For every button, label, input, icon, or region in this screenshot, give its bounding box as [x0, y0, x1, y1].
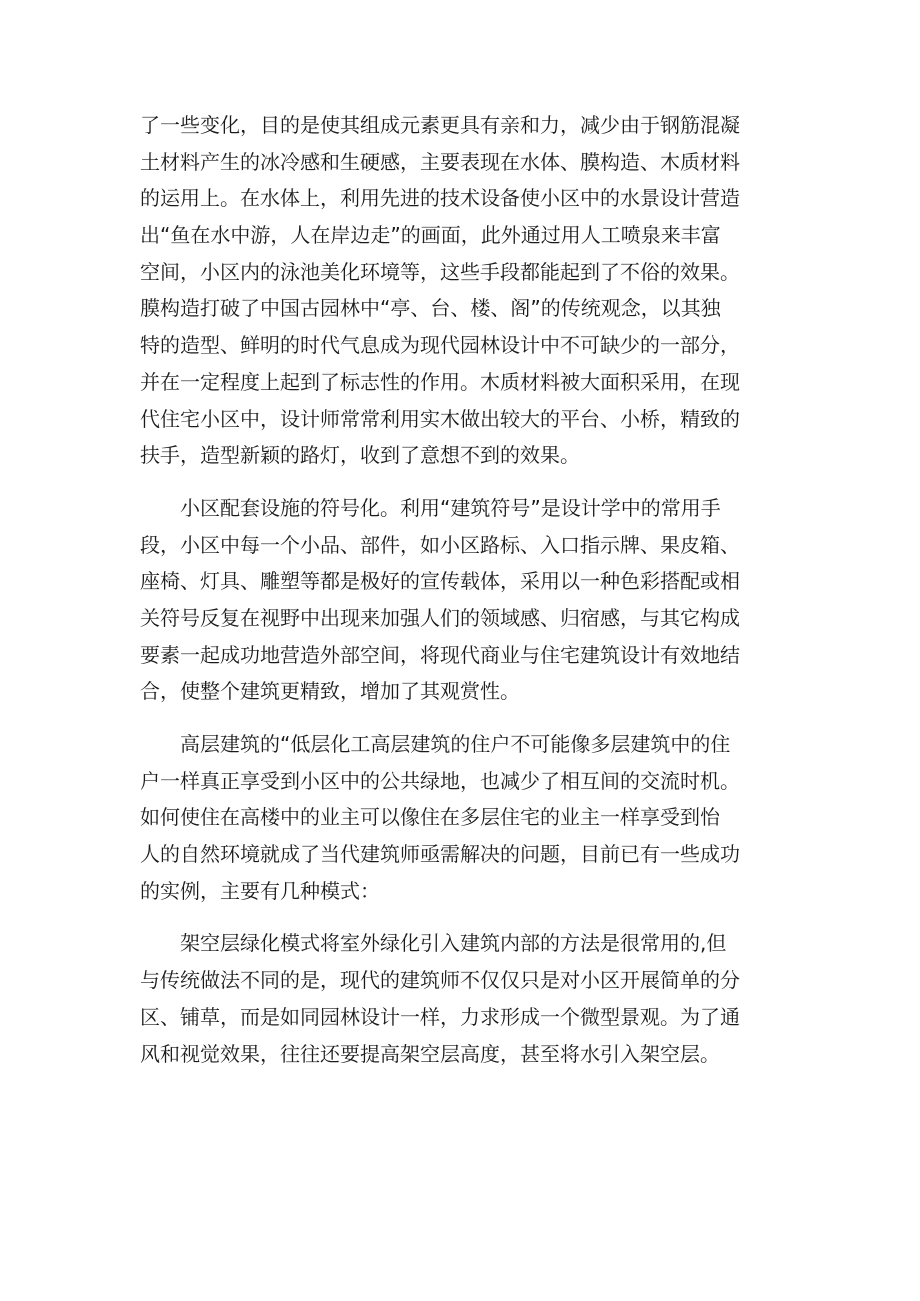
paragraph-line: 合，使整个建筑更精致，增加了其观赏性。 [140, 679, 520, 704]
paragraph-line: 并在一定程度上起到了标志性的作用。木质材料被大面积采用，在现 [140, 369, 740, 394]
paragraph-line: 段，小区中每一个小品、部件，如小区路标、入口指示牌、果皮箱、 [140, 532, 740, 557]
paragraph-line: 架空层绿化模式将室外绿化引入建筑内部的方法是很常用的,但 [140, 931, 727, 956]
paragraph-line: 风和视觉效果，往往还要提高架空层高度，甚至将水引入架空层。 [140, 1041, 720, 1066]
paragraph-line: 如何使住在高楼中的业主可以像住在多层住宅的业主一样享受到怡 [140, 805, 720, 830]
paragraph-2 [140, 490, 780, 710]
paragraph-line: 扶手，造型新颖的路灯，收到了意想不到的效果。 [140, 443, 580, 468]
body-text [140, 107, 780, 1072]
paragraph-line: 与传统做法不同的是，现代的建筑师不仅仅只是对小区开展简单的分 [140, 968, 740, 993]
paragraph-line: 出“鱼在水中游，人在岸边走”的画面，此外通过用人工喷泉来丰富 [140, 223, 721, 248]
paragraph-line: 的实例，主要有几种模式： [140, 878, 380, 903]
paragraph-line: 了一些变化，目的是使其组成元素更具有亲和力，减少由于钢筋混凝 [140, 113, 740, 137]
paragraph-line: 人的自然环境就成了当代建筑师亟需解决的问题，目前已有一些成功 [140, 842, 740, 867]
paragraph-line: 关符号反复在视野中出现来加强人们的领域感、归宿感，与其它构成 [140, 605, 740, 630]
paragraph-line: 土材料产生的冰冷感和生硬感，主要表现在水体、膜构造、木质材料 [140, 149, 740, 174]
paragraph-3 [140, 726, 780, 909]
paragraph-line: 区、铺草，而是如同园林设计一样，力求形成一个微型景观。为了通 [140, 1004, 740, 1029]
paragraph-line: 要素一起成功地营造外部空间，将现代商业与住宅建筑设计有效地结 [140, 642, 740, 667]
paragraph-line: 代住宅小区中，设计师常常利用实木做出较大的平台、小桥，精致的 [140, 406, 740, 431]
paragraph-4 [140, 925, 780, 1072]
paragraph-line: 特的造型、鲜明的时代气息成为现代园林设计中不可缺少的一部分， [140, 333, 740, 358]
paragraph-line: 户一样真正享受到小区中的公共绿地，也减少了相互间的交流时机。 [140, 768, 740, 793]
paragraph-line: 座椅、灯具、雕塑等都是极好的宣传载体，采用以一种色彩搭配或相 [140, 569, 740, 594]
paragraph-line: 空间，小区内的泳池美化环境等，这些手段都能起到了不俗的效果。 [140, 259, 740, 284]
paragraph-line: 小区配套设施的符号化。利用“建筑符号”是设计学中的常用手 [140, 495, 721, 520]
paragraph-1 [140, 107, 780, 474]
paragraph-line: 高层建筑的“低层化工高层建筑的住户不可能像多层建筑中的住 [140, 732, 731, 756]
paragraph-line: 膜构造打破了中国古园林中“亭、台、楼、阁”的传统观念，以其独 [140, 296, 721, 321]
paragraph-line: 的运用上。在水体上，利用先进的技术设备使小区中的水景设计营造 [140, 186, 740, 211]
